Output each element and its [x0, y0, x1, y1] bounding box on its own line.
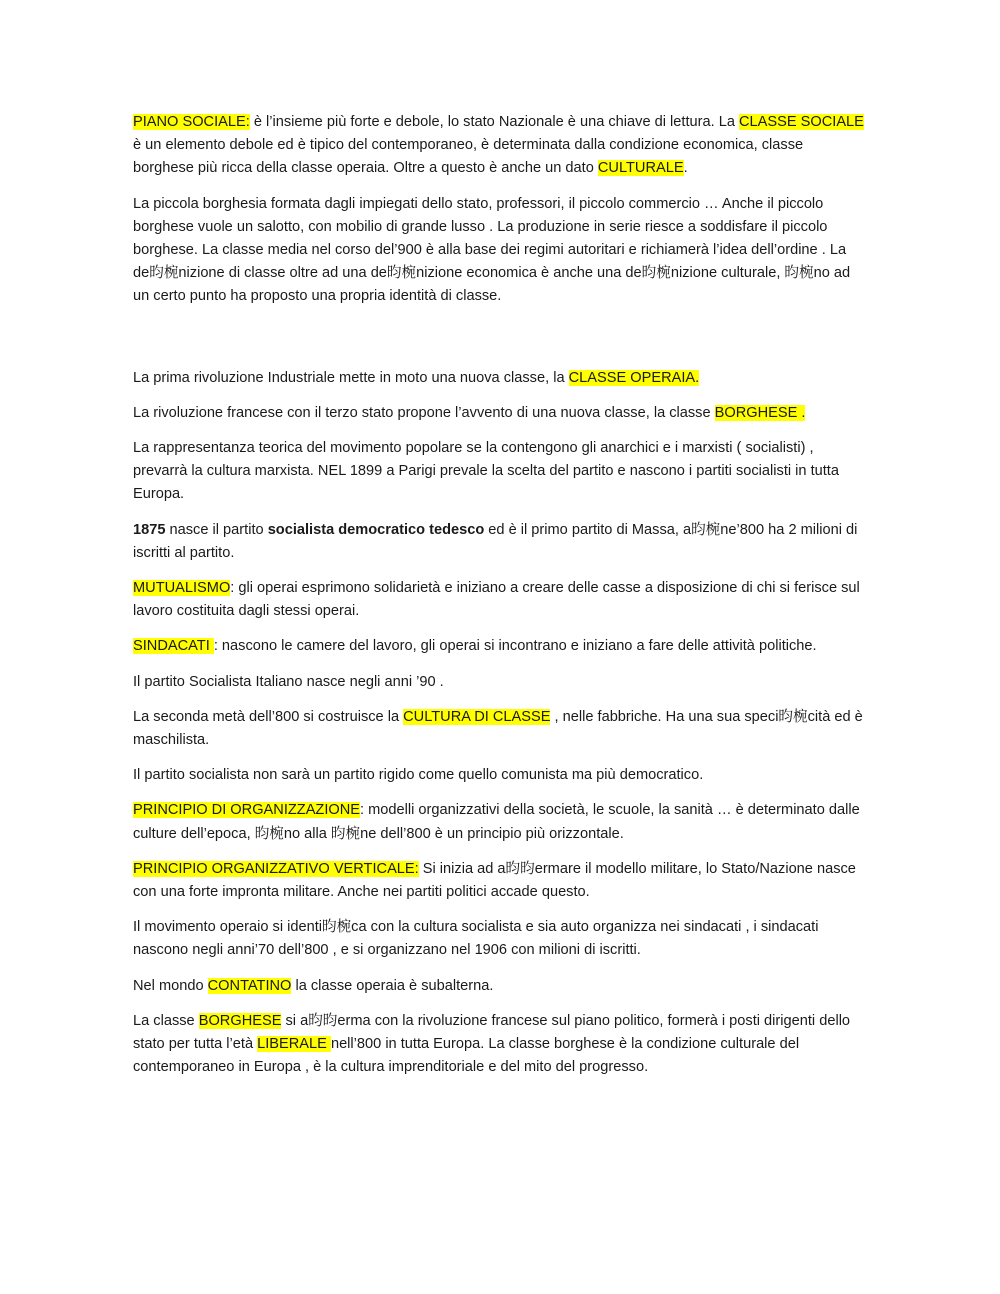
highlight-cultura-di-classe: CULTURA DI CLASSE: [403, 708, 551, 725]
paragraph-text: : gli operai esprimono solidarietà e iniziano a creare delle casse a disposizione di chi si ferisce sul lavoro costituita dagli stessi operai.: [133, 580, 860, 620]
paragraph-text: La prima rivoluzione Industriale mette in moto una nuova classe, la: [133, 369, 569, 386]
highlight-contatino: CONTATINO: [207, 977, 292, 994]
paragraph-text: La rivoluzione francese con il terzo stato propone l’avvento di una nuova classe, la classe: [133, 404, 715, 421]
paragraph-rappresentanza: La rappresentanza teorica del movimento popolare se la contengono gli anarchici e i marxisti ( socialisti) , prevarrà la cultura marxista. NEL 1899 a Parigi prevale la scelta del partito e nascono i partiti socialisti in tutta Europa.: [133, 440, 839, 503]
highlight-mutualismo: MUTUALISMO: [133, 580, 231, 597]
highlight-principio-verticale: PRINCIPIO ORGANIZZATIVO VERTICALE:: [133, 860, 419, 877]
paragraph-piccola-borghesia: La piccola borghesia formata dagli impiegati dello stato, professori, il piccolo commercio … Anche il piccolo borghese vuole un salotto, con mobilio di grande lusso . La produzione in serie riesce a soddisfare il piccolo borghese. La classe media nel corso del’900 è alla base dei regimi autoritari e richiamerà l’idea dell’ordine . La de昀椀nizione di classe oltre ad una de昀椀nizione economica è anche una de昀椀nizione culturale, 昀椀no ad un certo punto ha proposto una propria identità di classe.: [133, 195, 851, 305]
paragraph-classe-borghese: [133, 1010, 865, 1080]
paragraph-piano-sociale: [133, 111, 865, 181]
paragraph-1875: [133, 519, 865, 565]
paragraph-psi: Il partito Socialista Italiano nasce negli anni ’90 .: [133, 673, 444, 690]
paragraph-text: La seconda metà dell’800 si costruisce la: [133, 708, 404, 725]
highlight-sindacati: SINDACATI: [133, 638, 214, 655]
paragraph-text: La classe: [133, 1012, 199, 1029]
paragraph-partito-socialista: Il partito socialista non sarà un partito rigido come quello comunista ma più democratico.: [133, 767, 704, 784]
paragraph-text: è l’insieme più forte e debole, lo stato Nazionale è una chiave di lettura. La: [249, 114, 739, 130]
bold-party: socialista democratico tedesco: [267, 521, 485, 538]
paragraph-sindacati: [133, 635, 865, 658]
paragraph-principio-organizzazione: [133, 799, 865, 845]
paragraph-principio-verticale: [133, 858, 865, 904]
paragraph-text: la classe operaia è subalterna.: [291, 977, 494, 994]
highlight-borghese: BORGHESE .: [714, 404, 806, 421]
paragraph-text: : nascono le camere del lavoro, gli operai si incontrano e iniziano a fare delle attività politiche.: [213, 638, 817, 655]
highlight-classe-operaia: CLASSE OPERAIA.: [568, 369, 700, 386]
paragraph-text: , nelle fabbriche. Ha una sua speci昀椀cità ed è maschilista.: [133, 708, 863, 749]
paragraph-text: si a昀昀erma con la rivoluzione francese sul piano politico, formerà i posti dirigenti dello stato per tutta l’età: [133, 1012, 851, 1053]
paragraph-movimento-operaio: Il movimento operaio si identi昀椀ca con la cultura socialista e sia auto organizza nei sindacati , i sindacati nascono negli anni’70 dell’800 , e si organizzano nel 1906 con milioni di iscritti.: [133, 919, 819, 959]
highlight-principio-organizzazione: PRINCIPIO DI ORGANIZZAZIONE: [133, 802, 361, 819]
paragraph-text: Si inizia ad a昀昀ermare il modello militare, lo Stato/Nazione nasce con una forte impronta militare. Anche nei partiti politici accade questo.: [133, 860, 856, 901]
paragraph-rivoluzione-industriale: [133, 367, 865, 390]
paragraph-cultura-di-classe: [133, 706, 865, 752]
paragraph-text: Nel mondo: [133, 977, 208, 994]
bold-year: 1875: [133, 521, 166, 538]
highlight-piano-sociale: PIANO SOCIALE:: [133, 114, 250, 130]
paragraph-mondo-contadino: [133, 975, 865, 998]
paragraph-text: nasce il partito: [165, 521, 268, 538]
paragraph-text: nell’800 in tutta Europa. La classe borghese è la condizione culturale del contemporaneo in Europa , è la cultura imprenditoriale e del mito del progresso.: [133, 1036, 800, 1076]
paragraph-text: è un elemento debole ed è tipico del contemporaneo, è determinata dalla condizione economica, classe borghese più ricca della classe operaia. Oltre a questo è anche un dato: [133, 137, 804, 177]
highlight-classe-sociale: CLASSE SOCIALE: [739, 114, 864, 130]
spacer: [133, 321, 865, 367]
highlight-borghese-2: BORGHESE: [198, 1012, 282, 1029]
paragraph-text: ed è il primo partito di Massa, a昀椀ne’800 ha 2 milioni di iscritti al partito.: [133, 521, 858, 561]
paragraph-mutualismo: [133, 577, 865, 623]
highlight-culturale: CULTURALE: [597, 160, 684, 177]
paragraph-text: .: [683, 160, 688, 177]
paragraph-text: : modelli organizzativi della società, le scuole, la sanità … è determinato dalle culture dell’epoca, 昀椀no alla 昀椀ne dell’800 è un principio più orizzontale.: [133, 802, 860, 842]
paragraph-rivoluzione-francese: [133, 402, 865, 425]
highlight-liberale: LIBERALE: [257, 1036, 331, 1053]
document-body: [133, 111, 865, 1092]
